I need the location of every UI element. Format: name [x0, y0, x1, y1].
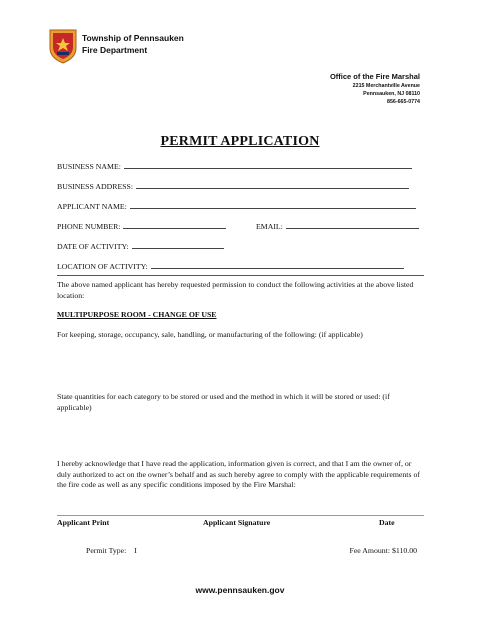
fee-amount: Fee Amount: $110.00 — [349, 546, 417, 555]
location-of-activity-line[interactable] — [151, 261, 404, 269]
location-of-activity-label: LOCATION OF ACTIVITY: — [57, 262, 148, 271]
section-title: MULTIPURPOSE ROOM - CHANGE OF USE — [57, 310, 217, 319]
email-line[interactable] — [286, 221, 419, 229]
applicant-print-label: Applicant Print — [57, 518, 110, 527]
business-address-field — [57, 181, 409, 191]
business-name-line[interactable] — [124, 161, 412, 169]
website-link[interactable]: www.pennsauken.gov — [195, 585, 285, 595]
business-name-label: BUSINESS NAME: — [57, 162, 121, 171]
organization-name — [82, 32, 184, 56]
location-of-activity-field — [57, 261, 404, 271]
phone-number-label: PHONE NUMBER: — [57, 222, 121, 231]
permit-type-label: Permit Type: — [86, 546, 127, 555]
date-of-activity-field — [57, 241, 224, 251]
business-name-field — [57, 161, 412, 171]
office-address-line2: Pennsauken, NJ 08110 — [363, 91, 420, 97]
org-line-department: Fire Department — [82, 45, 148, 55]
applicant-name-line[interactable] — [130, 201, 416, 209]
phone-number-field — [57, 221, 226, 231]
phone-number-line[interactable] — [123, 221, 226, 229]
permit-type-value: I — [134, 546, 137, 555]
office-block — [330, 72, 420, 106]
org-line-township: Township of Pennsauken — [82, 33, 184, 43]
page-title: PERMIT APPLICATION — [160, 134, 320, 149]
fire-department-logo — [48, 28, 78, 64]
signature-line[interactable] — [57, 515, 424, 516]
email-field — [256, 221, 419, 231]
applicant-name-label: APPLICANT NAME: — [57, 202, 127, 211]
permit-type — [86, 546, 137, 555]
fire-department-badge-icon — [48, 28, 78, 64]
applicant-signature-label: Applicant Signature — [203, 518, 271, 527]
acknowledgement-paragraph: I hereby acknowledge that I have read the application, information given is correct, and that I am the owner of, or duly authorized to act on the owner’s behalf and as such hereby agree to comply with the applicable requirements of the fire code as well as any specific conditions imposed by the Fire Marshal: — [57, 459, 420, 489]
date-of-activity-line[interactable] — [132, 241, 224, 249]
intro-paragraph: The above named applicant has hereby requested permission to conduct the following activities at the above listed location: — [57, 280, 414, 300]
business-address-label: BUSINESS ADDRESS: — [57, 182, 134, 191]
red-divider — [57, 275, 424, 276]
applicant-name-field — [57, 201, 416, 211]
office-phone: 856-665-0774 — [387, 99, 420, 105]
date-of-activity-label: DATE OF ACTIVITY: — [57, 242, 129, 251]
quantities-paragraph: State quantities for each category to be stored or used and the method in which it will be stored or used: (if applicable) — [57, 392, 390, 412]
keeping-paragraph: For keeping, storage, occupancy, sale, handling, or manufacturing of the following: (if applicable) — [57, 330, 363, 339]
office-title: Office of the Fire Marshal — [329, 72, 420, 81]
business-address-line[interactable] — [136, 181, 409, 189]
date-label: Date — [379, 518, 395, 527]
office-address-line1: 2215 Merchantville Avenue — [352, 83, 420, 89]
email-label: EMAIL: — [256, 222, 283, 231]
